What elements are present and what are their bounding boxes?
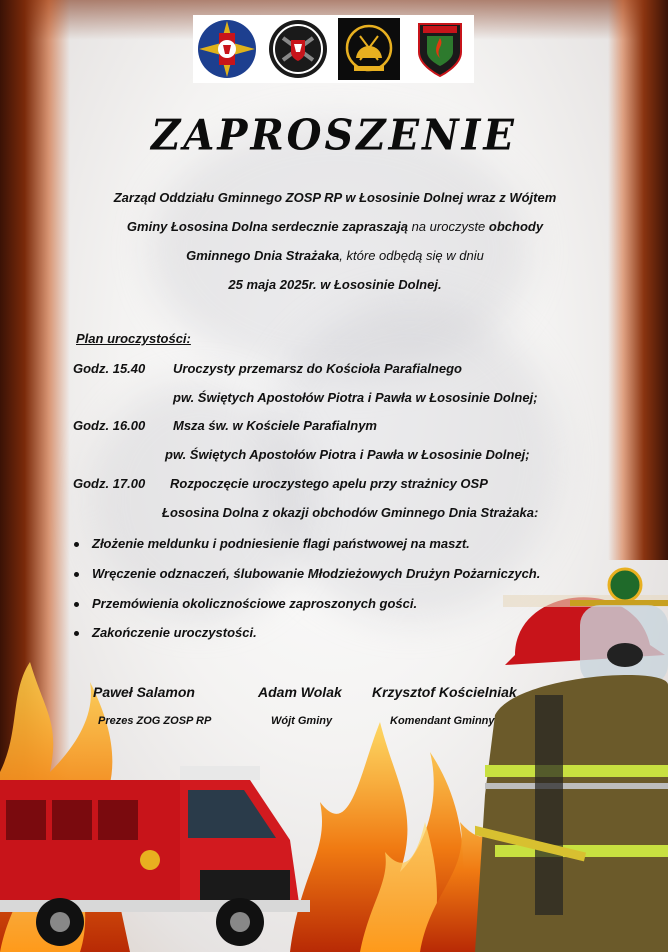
signature-name: Krzysztof Kościelniak bbox=[372, 684, 517, 700]
signature-name: Adam Wolak bbox=[258, 684, 342, 700]
page-title: ZAPROSZENIE bbox=[151, 110, 517, 161]
program-time: Godz. 15.40 bbox=[73, 361, 146, 376]
program-time: Godz. 17.00 bbox=[73, 476, 146, 491]
program-line: pw. Świętych Apostołów Piotra i Pawła w Łososinie Dolnej; bbox=[173, 390, 538, 405]
list-item bbox=[74, 625, 257, 640]
program-line: Uroczysty przemarsz do Kościoła Parafialnego bbox=[173, 361, 462, 376]
program-line: Msza św. w Kościele Parafialnym bbox=[173, 418, 377, 433]
list-item bbox=[74, 536, 470, 551]
smoke-cloud bbox=[90, 380, 310, 620]
intro-line-2a: Gminy Łososina Dolna serdecznie zapraszają bbox=[126, 219, 408, 234]
signature-name: Paweł Salamon bbox=[93, 684, 195, 700]
intro-line-3a: Gminnego Dnia Strażaka bbox=[186, 248, 340, 263]
program-line: pw. Świętych Apostołów Piotra i Pawła w Łososinie Dolnej; bbox=[165, 447, 530, 462]
signature-role: Prezes ZOG ZOSP RP bbox=[98, 715, 212, 727]
zosp-rp-emblem-icon bbox=[195, 17, 259, 81]
intro-line-2b: na uroczyste bbox=[407, 219, 489, 234]
invitation-intro bbox=[80, 183, 590, 299]
list-item-text: Złożenie meldunku i podniesienie flagi państwowej na maszt. bbox=[92, 536, 470, 551]
signature-role: Komendant Gminny bbox=[390, 715, 495, 727]
list-item bbox=[74, 596, 417, 611]
program-line: Łososina Dolna z okazji obchodów Gminnego Dnia Strażaka: bbox=[162, 505, 539, 520]
list-item-text: Przemówienia okolicznościowe zaproszonych gości. bbox=[92, 596, 418, 611]
intro-line-1: Zarząd Oddziału Gminnego ZOSP RP w Łososinie Dolnej wraz z Wójtem bbox=[113, 190, 557, 205]
fire-edge-right bbox=[608, 0, 668, 560]
list-item bbox=[74, 566, 540, 581]
program-time: Godz. 16.00 bbox=[73, 418, 146, 433]
plan-heading: Plan uroczystości: bbox=[76, 331, 191, 346]
osp-red-emblem-icon bbox=[408, 17, 472, 81]
signature-role: Wójt Gminy bbox=[271, 715, 333, 727]
osp-yellow-emblem-icon bbox=[337, 17, 401, 81]
list-item-text: Wręczenie odznaczeń, ślubowanie Młodzieżowych Drużyn Pożarniczych. bbox=[92, 566, 541, 581]
firefighter-illustration bbox=[475, 545, 668, 952]
intro-date-line: 25 maja 2025r. w Łososinie Dolnej. bbox=[228, 277, 442, 292]
logo-strip bbox=[193, 15, 474, 83]
fire-truck-illustration bbox=[0, 740, 320, 952]
program-line: Rozpoczęcie uroczystego apelu przy strażnicy OSP bbox=[170, 476, 488, 491]
osp-eagle-emblem-icon bbox=[266, 17, 330, 81]
intro-line-3b: , które odbędą się w dniu bbox=[339, 248, 484, 263]
list-item-text: Zakończenie uroczystości. bbox=[92, 625, 257, 640]
bullet-icon bbox=[74, 572, 79, 577]
bullet-icon bbox=[74, 542, 79, 547]
intro-line-2c: obchody bbox=[488, 219, 544, 234]
bullet-icon bbox=[74, 602, 79, 607]
bullet-icon bbox=[74, 631, 79, 636]
